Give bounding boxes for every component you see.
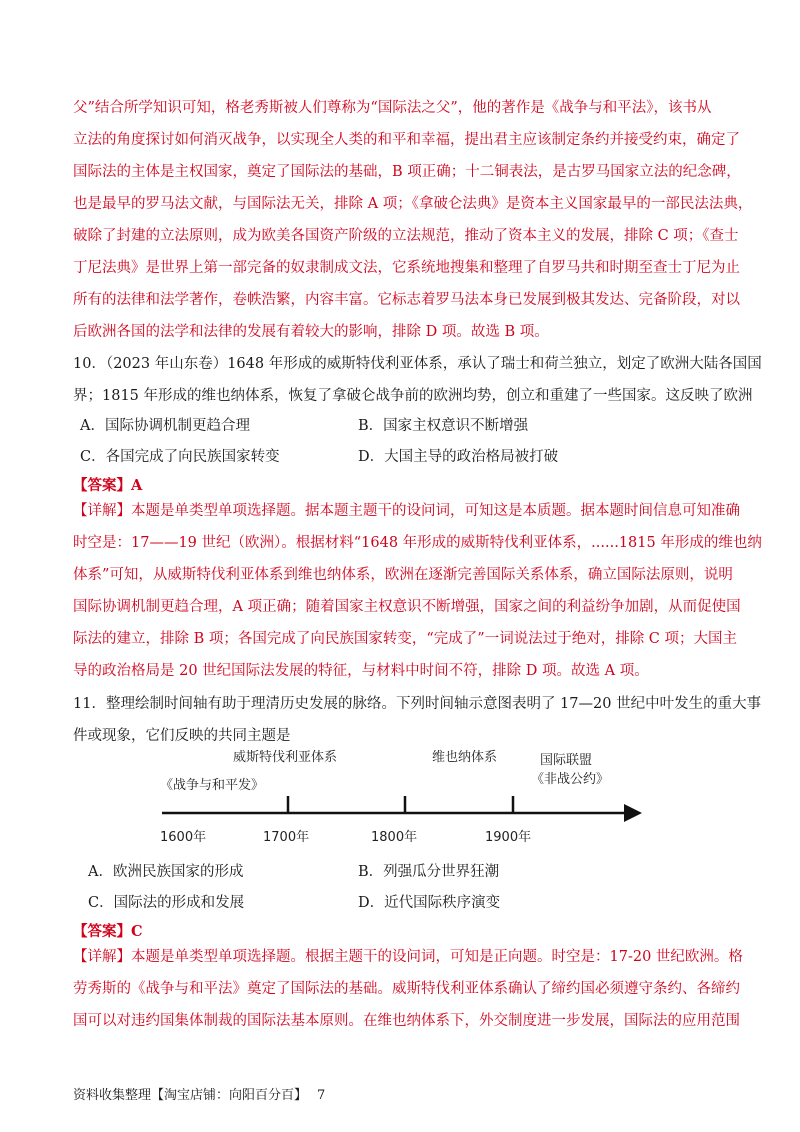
q9-explanation-continued [73, 92, 753, 348]
footer-source: 资料收集整理【淘宝店铺：向阳百分百】 [73, 1088, 308, 1103]
q11-answer: 【答案】C [73, 923, 143, 940]
text-line: 也是最早的罗马法文献，与国际法无关，排除 A 项；《拿破仑法典》是资本主义国家最早的一部民法法典， [73, 196, 753, 212]
text-line: 【详解】本题是单类型单项选择题。根据主题干的设问词，可知是正向题。时空是：17-20 世纪欧洲。格 [73, 949, 743, 965]
q10-stem [73, 348, 762, 412]
q10-option-a: A．国际协调机制更趋合理 [80, 418, 250, 434]
text-line: 丁尼法典》是世界上第一部完备的奴隶制成文法，它系统地搜集和整理了自罗马共和时期至查士丁尼为止 [73, 260, 740, 276]
q11-explanation [73, 941, 743, 1037]
text-line: 时空是：17——19 世纪（欧洲）。根据材料“1648 年形成的威斯特伐利亚体系，......1815 年形成的维也纳 [73, 535, 762, 551]
page-number: 7 [317, 1088, 326, 1103]
text-line: 际法的建立，排除 B 项；各国完成了向民族国家转变，“完成了”一词说法过于绝对，排除 C 项；大国主 [73, 631, 738, 647]
text-line: 劳秀斯的《战争与和平法》奠定了国际法的基础。威斯特伐利亚体系确认了缔约国必须遵守条约、各缔约 [73, 981, 740, 997]
q11-option-b: B．列强瓜分世界狂潮 [358, 864, 500, 880]
q10-explanation [73, 495, 762, 687]
text-line: 后欧洲各国的法学和法律的发展有着较大的影响，排除 D 项。故选 B 项。 [73, 324, 549, 340]
label-1900: 1900年 [485, 830, 532, 845]
text-line: 10．（2023 年山东卷）1648 年形成的威斯特伐利亚体系，承认了瑞士和荷兰独立，划定了欧洲大陆各国国 [73, 356, 762, 372]
text-line: 体系”可知，从威斯特伐利亚体系到维也纳体系，欧洲在逐渐完善国际关系体系，确立国际法原则，说明 [73, 567, 733, 583]
q10-answer: 【答案】A [73, 477, 143, 494]
label-war-and-peace: 《战争与和平发》 [160, 778, 265, 793]
q11-option-c: C．国际法的形成和发展 [88, 895, 245, 911]
text-line: 【详解】本题是单类型单项选择题。据本题主题干的设问词，可知这是本质题。据本题时间信息可知准确 [73, 503, 740, 519]
text-line: 国际法的主体是主权国家，奠定了国际法的基础，B 项正确；十二铜表法，是古罗马国家立法的纪念碑， [73, 164, 741, 180]
label-1800: 1800年 [371, 830, 418, 845]
text-line: 父”结合所学知识可知，格老秀斯被人们尊称为“国际法之父”，他的著作是《战争与和平法》，该书从 [73, 100, 712, 116]
q10-option-d: D．大国主导的政治格局被打破 [358, 449, 559, 465]
label-1700: 1700年 [263, 830, 310, 845]
label-1600: 1600年 [160, 830, 207, 845]
label-vienna: 维也纳体系 [432, 750, 498, 765]
q10-option-c: C．各国完成了向民族国家转变 [80, 449, 280, 465]
q11-option-a: A．欧洲民族国家的形成 [88, 864, 244, 880]
text-line: 所有的法律和法学著作，卷帙浩繁，内容丰富。它标志着罗马法本身已发展到极其发达、完备阶段，对以 [73, 292, 740, 308]
label-westphalia: 威斯特伐利亚体系 [233, 750, 338, 765]
q11-option-d: D．近代国际秩序演变 [358, 895, 501, 911]
page-footer [73, 1084, 325, 1103]
q10-option-b: B．国家主权意识不断增强 [358, 418, 529, 434]
label-league-of-nations: 国际联盟 [540, 753, 593, 768]
text-line: 界；1815 年形成的维也纳体系，恢复了拿破仑战争前的欧洲均势，创立和重建了一些国家。这反映了欧洲 [73, 388, 753, 404]
text-line: 破除了封建的立法原则，成为欧美各国资产阶级的立法规范，推动了资本主义的发展，排除 C 项；《查士 [73, 228, 739, 244]
text-line: 国可以对违约国集体制裁的国际法基本原则。在维也纳体系下，外交制度进一步发展，国际法的应用范围 [73, 1013, 740, 1029]
label-kellogg-pact: 《非战公约》 [531, 772, 610, 787]
text-line: 导的政治格局是 20 世纪国际法发展的特征，与材料中时间不符，排除 D 项。故选 A 项。 [73, 663, 649, 679]
text-line: 件或现象，它们反映的共同主题是 [73, 728, 291, 744]
text-line: 国际协调机制更趋合理，A 项正确；随着国家主权意识不断增强，国家之间的利益纷争加剧，从而促使国 [73, 599, 741, 615]
timeline-arrowhead [624, 804, 642, 822]
text-line: 立法的角度探讨如何消灭战争，以实现全人类的和平和幸福，提出君主应该制定条约并接受约束，确定了 [73, 132, 740, 148]
text-line: 11．整理绘制时间轴有助于理清历史发展的脉络。下列时间轴示意图表明了 17—20 世纪中叶发生的重大事 [73, 696, 762, 712]
timeline-figure [150, 740, 650, 850]
